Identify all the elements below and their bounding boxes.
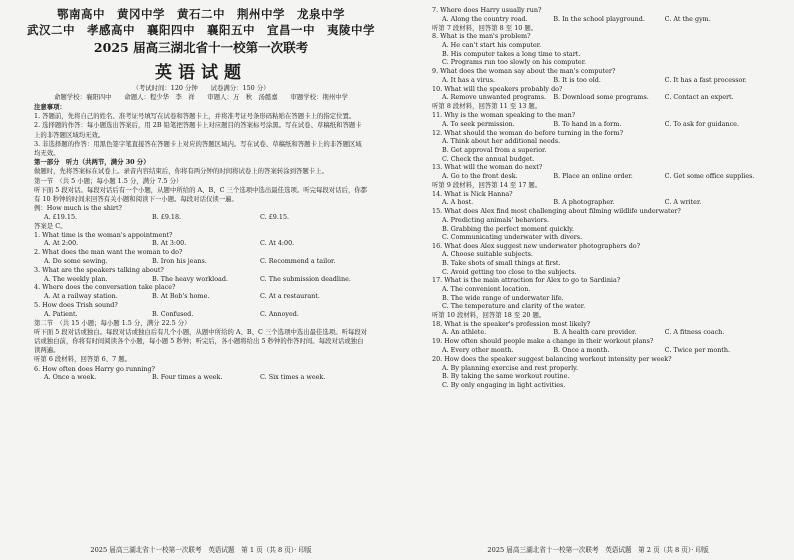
question: 9. What does the woman say about the man's computer?	[432, 66, 616, 75]
section-1-title: 第一节 （共 5 小题；每小题 1.5 分，满分 7.5 分）	[34, 176, 183, 185]
option-c: C. It has a fast processor.	[664, 75, 747, 84]
option-b: B. Four times a week.	[152, 373, 223, 382]
option-line: B. By taking the same workout routine.	[442, 372, 570, 381]
exam-title: 英语试题	[155, 63, 247, 83]
example-options	[34, 213, 368, 222]
part-1-description: 做题时，先将答案标在试卷上。录音内容结束后，你将有两分钟的时间将试卷上的答案转涂到答题卡上。	[34, 167, 328, 176]
option-b: B. It is too old.	[553, 75, 601, 84]
options-row	[432, 76, 776, 85]
material-note: 听第 7 段材料，回答第 8 至 10 题。	[432, 23, 538, 32]
option-line: B. Take shots of small things at first.	[442, 259, 561, 268]
option-c: C. A writer.	[664, 198, 702, 207]
question: 8. What is the man's problem?	[432, 32, 531, 41]
options-row	[432, 346, 776, 355]
option-c: C. At the gym.	[664, 14, 711, 23]
material-note: 听第 9 段材料，回答第 14 至 17 题。	[432, 180, 542, 189]
section-1-questions	[34, 231, 368, 319]
question: 13. What will the woman do next?	[432, 163, 543, 172]
option-line: A. Choose suitable subjects.	[442, 250, 533, 259]
option-c: C. £9.15.	[260, 213, 290, 222]
question-3-options	[34, 275, 368, 284]
option-a: A. At a railway station.	[44, 292, 118, 301]
question-4-options	[34, 292, 368, 301]
notice-item-3: 3. 非选择题的作答：用黑色签字笔直接答在答题卡上对应的答题区域内。写在试卷、草稿纸和答题卡上的非答题区域均无效。	[34, 139, 362, 158]
question: 10. What will the speakers probably do?	[432, 84, 563, 93]
option-b: B. Download some programs.	[553, 93, 649, 102]
option-line: B. Grabbing the perfect moment quickly.	[442, 224, 574, 233]
option-b: B. At Bob's home.	[152, 292, 210, 301]
question-2: 2. What does the man want the woman to do?	[34, 248, 183, 257]
options-row	[432, 198, 776, 207]
option-line: A. By planning exercise and rest properly.	[442, 363, 578, 372]
option-a: A. Patient.	[44, 309, 78, 318]
option-c: C. Annoyed.	[260, 309, 299, 318]
option-c: C. At 4:00.	[260, 239, 295, 248]
option-line: B. Get approval from a superior.	[442, 145, 547, 154]
section-1-description: 听下面 5 段对话。每段对话后有一个小题，从题中所给的 A、B、C 三个选项中选出最佳选项。听完每段对话后，你都有 10 秒钟的时间来回答有关小题和阅读下一小题。每段对话仅读一遍。	[34, 185, 368, 204]
option-b: B. Once a month.	[553, 346, 610, 355]
option-a: A. £19.15.	[44, 213, 78, 222]
option-a: A. It has a virus.	[442, 75, 496, 84]
option-c: C. Contact an expert.	[664, 93, 734, 102]
option-a: A. Once a week.	[44, 373, 97, 382]
option-line: A. Predicting animals' behaviors.	[442, 215, 549, 224]
option-a: A. The weekly plan.	[44, 274, 108, 283]
example-answer: 答案是 C。	[34, 221, 67, 230]
option-a: A. Along the country road.	[442, 14, 528, 23]
question-4: 4. Where does the conversation take place?	[34, 283, 176, 292]
section-2-description: 听下面 5 段对话或独白。每段对话或独白后有几个小题，从题中所给的 A、B、C 三个选项中选出最佳选项。听每段对话或独白前，你将有时间阅读各个小题，每小题 5 秒钟；听完后，各小题将给出 5 秒钟的作答时间。每段对话或独白读两遍。	[34, 327, 368, 355]
option-line: C. By only engaging in light activities.	[442, 380, 566, 389]
page-2-footer: 2025 届高三湖北省十一校第一次联考 英语试题 第 2 页（共 8 页）· 印版	[487, 546, 709, 554]
options-row	[432, 93, 776, 102]
option-c: C. Six times a week.	[260, 373, 326, 382]
notice-item-2: 2. 选择题的作答：每小题选出答案后，用 2B 铅笔把答题卡上对应题目的答案标号涂黑。写在试卷、草稿纸和答题卡上的非答题区域均无效。	[34, 121, 362, 139]
option-line: A. The convenient location.	[442, 285, 531, 294]
option-b: B. A photographer.	[553, 198, 615, 207]
page-2	[402, 0, 794, 560]
question-5-options	[34, 310, 368, 319]
option-line: C. Check the annual budget.	[442, 154, 535, 163]
question-1: 1. What time is the woman's appointment?	[34, 230, 173, 239]
question-2-options	[34, 257, 368, 266]
options-row	[432, 328, 776, 337]
option-a: A. At 2:00.	[44, 239, 79, 248]
options-row	[432, 15, 776, 24]
question-6-options	[34, 373, 368, 382]
options-row	[432, 120, 776, 129]
question: 17. What is the main attraction for Alex to go to Sardinia?	[432, 276, 621, 285]
option-line: C. The temperature and clarity of the water.	[442, 302, 586, 311]
option-c: C. At a restaurant.	[260, 292, 320, 301]
section-2-title: 第二节 （共 15 小题；每小题 1.5 分，满分 22.5 分）	[34, 318, 191, 327]
option-c: C. A fitness coach.	[664, 328, 725, 337]
option-c: C. The submission deadline.	[260, 274, 351, 283]
exam-time-info: （考试时间：120 分钟 试卷满分：150 分）	[132, 84, 270, 92]
option-a: A. Go to the front desk.	[442, 171, 518, 180]
question: 12. What should the woman do before turning in the form?	[432, 128, 624, 137]
question-6: 6. How often does Harry go running?	[34, 364, 155, 373]
question: 15. What does Alex find most challenging about filming wildlife underwater?	[432, 207, 681, 216]
schools-line-2: 武汉二中 孝感高中 襄阳四中 襄阳五中 宜昌一中 夷陵中学	[27, 23, 375, 37]
question-3: 3. What are the speakers talking about?	[34, 265, 164, 274]
section-2-note: 听第 6 段材料，回答第 6、7 题。	[34, 355, 132, 364]
option-b: B. A health care provider.	[553, 328, 637, 337]
question-5: 5. How does Trish sound?	[34, 301, 118, 309]
option-b: B. Place an online order.	[553, 171, 633, 180]
question: 16. What does Alex suggest new underwater photographers do?	[432, 241, 641, 250]
notice-title: 注意事项：	[34, 103, 66, 111]
question: 7. Where does Harry usually run?	[432, 6, 542, 14]
option-b: B. The heavy workload.	[152, 274, 228, 283]
material-note: 听第 8 段材料，回答第 11 至 13 题。	[432, 102, 542, 111]
option-line: A. Think about her additional needs.	[442, 137, 561, 146]
option-a: A. An athlete.	[442, 328, 487, 337]
option-a: A. A host.	[442, 198, 474, 207]
question: 11. Why is the woman speaking to the man?	[432, 110, 576, 119]
question: 20. How does the speaker suggest balancing workout intensity per week?	[432, 354, 672, 363]
option-a: A. Remove unwanted programs.	[442, 93, 547, 102]
example-question: 例：How much is the shirt?	[34, 204, 122, 213]
option-b: B. £9.18.	[152, 213, 182, 222]
option-line: C. Communicating underwater with divers.	[442, 233, 583, 242]
option-a: A. To seek permission.	[442, 119, 515, 128]
question-1-options	[34, 239, 368, 248]
option-line: C. Avoid getting too close to the subjects.	[442, 267, 577, 276]
option-b: B. In the school playground.	[553, 14, 645, 23]
options-row	[432, 172, 776, 181]
part-1-title: 第一部分 听力（共两节，满分 30 分）	[34, 158, 150, 167]
option-a: A. Every other month.	[442, 346, 514, 355]
option-c: C. To ask for guidance.	[664, 119, 739, 128]
option-b: B. At 3:00.	[152, 239, 187, 248]
material-note: 听第 10 段材料，回答第 18 至 20 题。	[432, 310, 546, 319]
option-a: A. Do some sewing.	[44, 257, 108, 266]
option-c: C. Recommend a tailor.	[260, 257, 336, 266]
exam-series-title: 2025 届高三湖北省十一校第一次联考	[93, 40, 309, 55]
schools-line-1: 鄂南高中 黄冈中学 黄石二中 荆州中学 龙泉中学	[57, 7, 345, 21]
exam-staff-info: 命题学校：襄阳四中 命题人：程少华 李 祥 审题人：万 秋 汤懿嘉 审题学校：荆州中学	[54, 93, 348, 101]
option-b: B. To hand in a form.	[553, 119, 622, 128]
option-b: B. Confused.	[152, 309, 194, 318]
question: 18. What is the speaker's profession most likely?	[432, 319, 591, 328]
questions-7-20	[402, 6, 794, 389]
notice-item-1: 1. 答题前，先将自己的姓名、准考证号填写在试卷和答题卡上，并将准考证号条形码粘贴在答题卡上的指定位置。	[34, 112, 356, 121]
option-line: A. He can't start his computer.	[442, 41, 542, 50]
option-c: C. Get some office supplies.	[664, 171, 755, 180]
option-line: C. Programs run too slowly on his computer.	[442, 58, 587, 67]
option-line: B. His computer takes a long time to start.	[442, 49, 581, 58]
option-c: C. Twice per month.	[664, 346, 731, 355]
page-1-footer: 2025 届高三湖北省十一校第一次联考 英语试题 第 1 页（共 8 页）· 印版	[90, 546, 312, 554]
option-b: B. Iron his jeans.	[152, 257, 207, 266]
question: 14. What is Nick Hanna?	[432, 189, 513, 198]
option-line: B. The wide range of underwater life.	[442, 293, 564, 302]
question: 19. How often should people make a change in their workout plans?	[432, 337, 654, 346]
